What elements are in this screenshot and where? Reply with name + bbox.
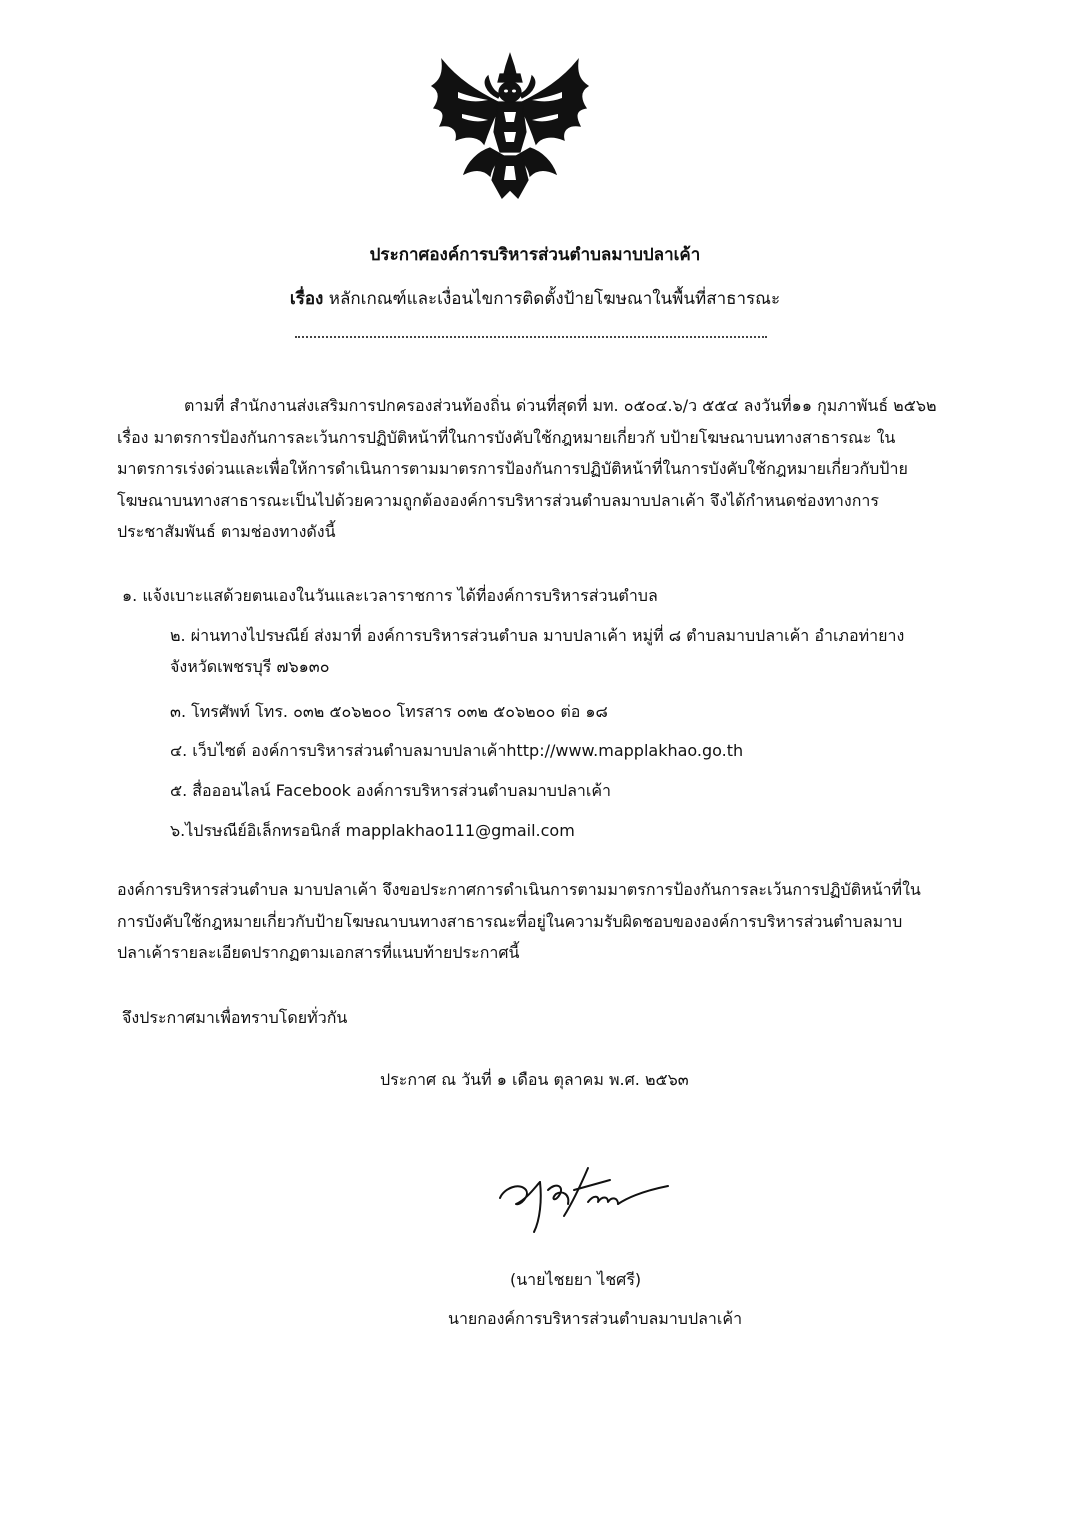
intro-paragraph: ตามที่ สำนักงานส่งเสริมการปกครองส่วนท้องถิ่น ด่วนที่สุดที่ มท. ๐๕๐๔.๖/ว ๕๕๔ ลงวันที่๑๑ กุมภาพันธ์ ๒๕๖๒ เรื่อง มาตรการป้องกันการละเว้นการปฏิบัติหน้าที่ในการบังคับใช้กฎหมายเกี่ยวกั บป้ายโฆษณาบนทางสาธารณะ ในมาตรการเร่งด่วนและเพื่อให้การดำเนินการตามมาตรการป้องกันการปฏิบัติหน้าที่ในการบังคับใช้กฎหมายเกี่ยวกับป้ายโฆษณาบนทางสาธารณะเป็นไปด้วยความถูกต้ององค์การบริหารส่วนตำบลมาบปลาเค้า จึงได้กำหนดช่องทางการประชาสัมพันธ์ ตามช่องทางดังนี้ [117,396,937,541]
announcement-date: ประกาศ ณ วันที่ ๑ เดือน ตุลาคม พ.ศ. ๒๕๖๓ [380,1070,689,1089]
list-item: ๓. โทรศัพท์ โทร. ๐๓๒ ๕๐๖๒๐๐ โทรสาร ๐๓๒ ๕๐๖๒๐๐ ต่อ ๑๘ [170,702,608,721]
signature-icon [490,1160,680,1240]
subject-label: เรื่อง [289,289,324,309]
list-item: ๔. เว็บไซต์ องค์การบริหารส่วนตำบลมาบปลาเค้าhttp://www.mapplakhao.go.th [170,741,744,760]
list-item: ๒. ผ่านทางไปรษณีย์ ส่งมาที่ องค์การบริหารส่วนตำบล มาบปลาเค้า หมู่ที่ ๘ ตำบลมาบปลาเค้า อำเภอท่ายาง จังหวัดเพชรบุรี ๗๖๑๓๐ [170,626,905,676]
dotted-divider [295,332,767,338]
document-subject [0,288,1070,310]
garuda-emblem-icon [428,52,593,202]
closing-line: จึงประกาศมาเพื่อทราบโดยทั่วกัน [122,1008,348,1027]
list-item: ๖.ไปรษณีย์อิเล็กทรอนิกส์ mapplakhao111@gmail.com [170,821,575,840]
document-title: ประกาศองค์การบริหารส่วนตำบลมาบปลาเค้า [369,245,701,265]
signer-title: นายกองค์การบริหารส่วนตำบลมาบปลาเค้า [448,1309,743,1328]
list-item: ๑. แจ้งเบาะแสด้วยตนเองในวันและเวลาราชการ ได้ที่องค์การบริหารส่วนตำบล [122,586,658,605]
subject-text: หลักเกณฑ์และเงื่อนไขการติดตั้งป้ายโฆษณาในพื้นที่สาธารณะ [328,289,781,309]
announcement-paragraph: องค์การบริหารส่วนตำบล มาบปลาเค้า จึงขอประกาศการดำเนินการตามมาตรการป้องกันการละเว้นการปฏิบัติหน้าที่ในการบังคับใช้กฎหมายเกี่ยวกับป้ายโฆษณาบนทางสาธารณะที่อยู่ในความรับผิดชอบขององค์การบริหารส่วนตำบลมาบปลาเค้ารายละเอียดปรากฏตามเอกสารที่แนบท้ายประกาศนี้ [117,880,921,962]
signer-name: (นายไชยยา ไชศรี) [510,1270,642,1289]
list-item: ๕. สื่อออนไลน์ Facebook องค์การบริหารส่วนตำบลมาบปลาเค้า [170,781,612,800]
